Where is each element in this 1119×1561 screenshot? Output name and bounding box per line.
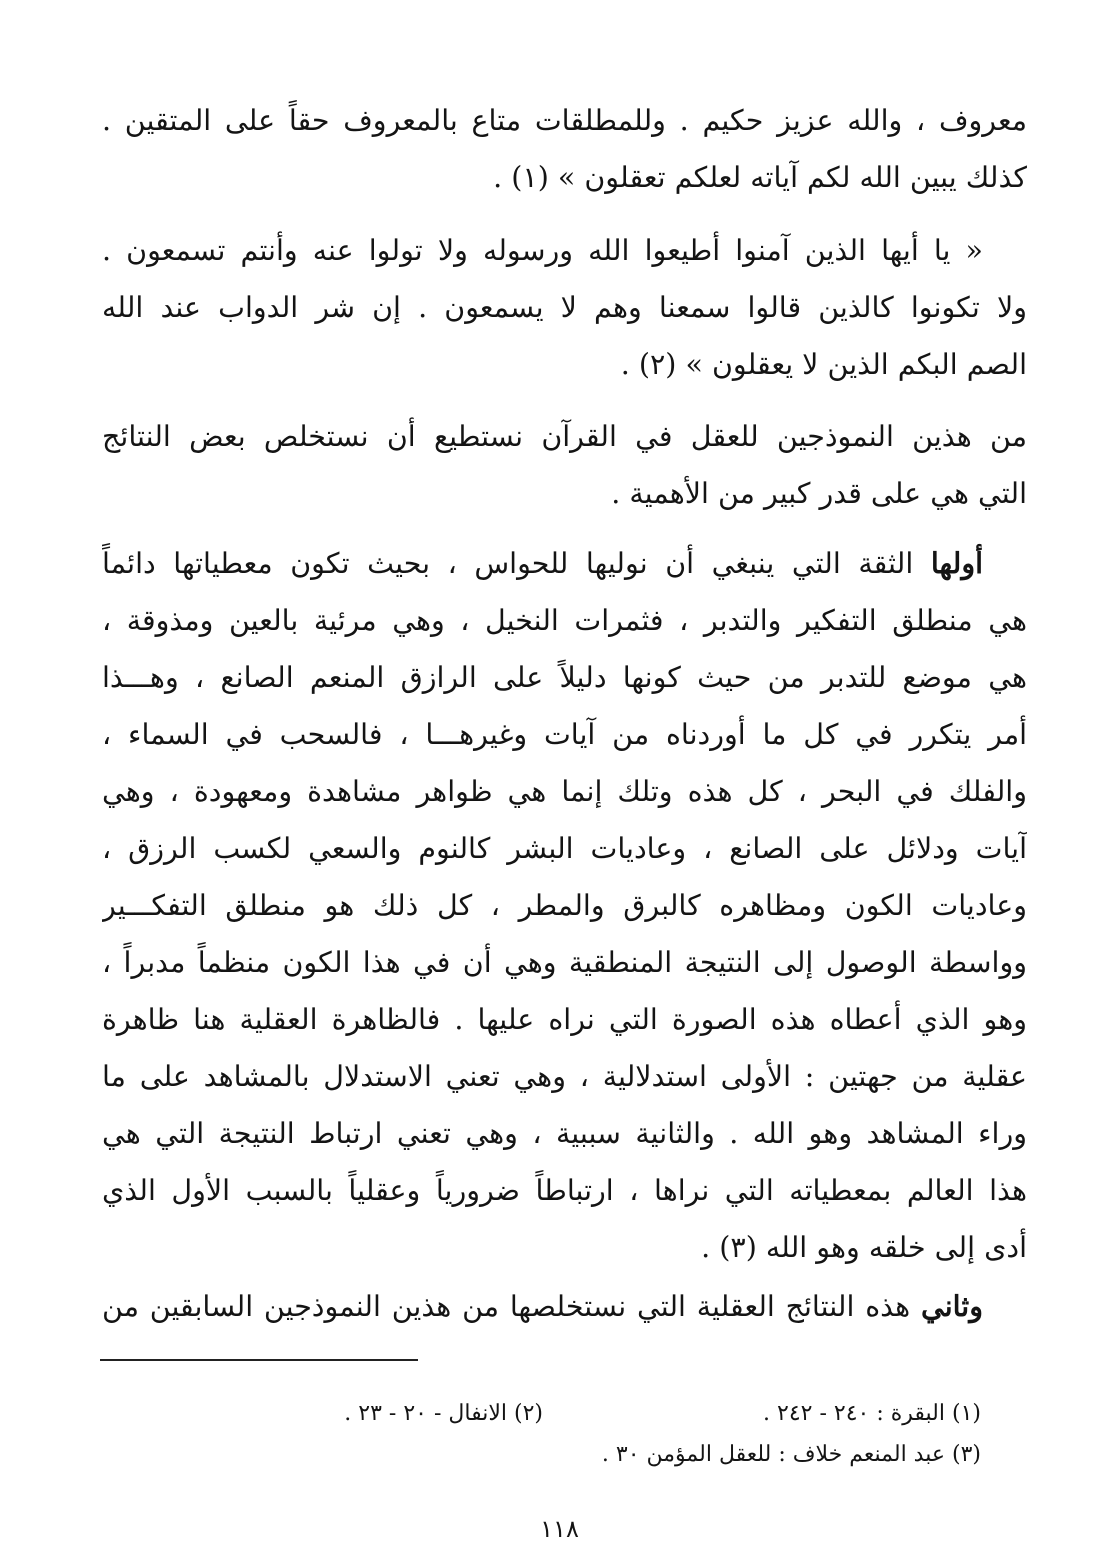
text-line: عقلية من جهتين : الأولى استدلالية ، وهي تعني الاستدلال بالمشاهد على ما — [102, 1060, 1027, 1093]
text-line — [102, 1278, 1027, 1335]
text-line: وراء المشاهد وهو الله . والثانية سببية ، وهي تعني ارتباط النتيجة التي هي — [102, 1117, 1027, 1150]
text-line: التي هي على قدر كبير من الأهمية . — [611, 477, 1027, 510]
text-line: الصم البكم الذين لا يعقلون » (٢) . — [620, 348, 1027, 381]
footnote-3: (٣) عبد المنعم خلاف : للعقل المؤمن ٣٠ . — [601, 1442, 981, 1467]
text-line: وواسطة الوصول إلى النتيجة المنطقية وهي أن في هذا الكون منظماً مدبراً ، — [102, 946, 1027, 979]
footnote-divider — [100, 1359, 418, 1361]
text-span: هذه النتائج العقلية التي نستخلصها من هذين النموذجين السابقين من — [102, 1290, 911, 1323]
text-line: وهو الذي أعطاه هذه الصورة التي نراه عليها . فالظاهرة العقلية هنا ظاهرة — [102, 1003, 1027, 1036]
text-line: أمر يتكرر في كل ما أوردناه من آيات وغيرهـــا ، فالسحب في السماء ، — [102, 718, 1027, 751]
second-result-paragraph — [102, 1278, 1027, 1335]
intro-paragraph — [102, 408, 1027, 522]
quote-paragraph-2 — [102, 222, 1027, 393]
text-line: آيات ودلائل على الصانع ، وعاديات البشر كالنوم والسعي لكسب الرزق ، — [102, 832, 1027, 865]
quote-paragraph-1 — [102, 92, 1027, 206]
text-line: وعاديات الكون ومظاهره كالبرق والمطر ، كل ذلك هو منطلق التفكـــير — [102, 889, 1027, 922]
footnote-2: (٢) الانفال - ٢٠ - ٢٣ . — [344, 1401, 543, 1426]
footnote-1: (١) البقرة : ٢٤٠ - ٢٤٢ . — [763, 1401, 981, 1426]
text-line: كذلك يبين الله لكم آياته لعلكم تعقلون » (١) . — [493, 161, 1027, 194]
text-span: الثقة التي ينبغي أن نوليها للحواس ، بحيث تكون معطياتها دائماً — [102, 547, 914, 580]
paragraph-lead-word: أولها — [930, 546, 983, 580]
text-line: والفلك في البحر ، كل هذه وتلك إنما هي ظواهر مشاهدة ومعهودة ، وهي — [102, 775, 1027, 808]
text-line — [102, 535, 1027, 592]
text-line: أدى إلى خلقه وهو الله (٣) . — [701, 1231, 1027, 1264]
text-line: هي موضع للتدبر من حيث كونها دليلاً على الرازق المنعم الصانع ، وهـــذا — [102, 661, 1027, 694]
paragraph-lead-word: وثاني — [920, 1289, 984, 1323]
text-line: « يا أيها الذين آمنوا أطيعوا الله ورسوله ولا تولوا عنه وأنتم تسمعون . — [102, 234, 983, 267]
text-line: ولا تكونوا كالذين قالوا سمعنا وهم لا يسمعون . إن شر الدواب عند الله — [102, 291, 1027, 324]
text-line: هذا العالم بمعطياته التي نراها ، ارتباطاً ضرورياً وعقلياً بالسبب الأول الذي — [102, 1174, 1027, 1207]
first-result-paragraph — [102, 535, 1027, 1276]
page-number: ١١٨ — [540, 1515, 579, 1543]
text-line: معروف ، والله عزيز حكيم . وللمطلقات متاع بالمعروف حقاً على المتقين . — [102, 104, 1027, 137]
text-line: من هذين النموذجين للعقل في القرآن نستطيع أن نستخلص بعض النتائج — [102, 420, 1027, 453]
text-line: هي منطلق التفكير والتدبر ، فثمرات النخيل ، وهي مرئية بالعين ومذوقة ، — [102, 604, 1027, 637]
